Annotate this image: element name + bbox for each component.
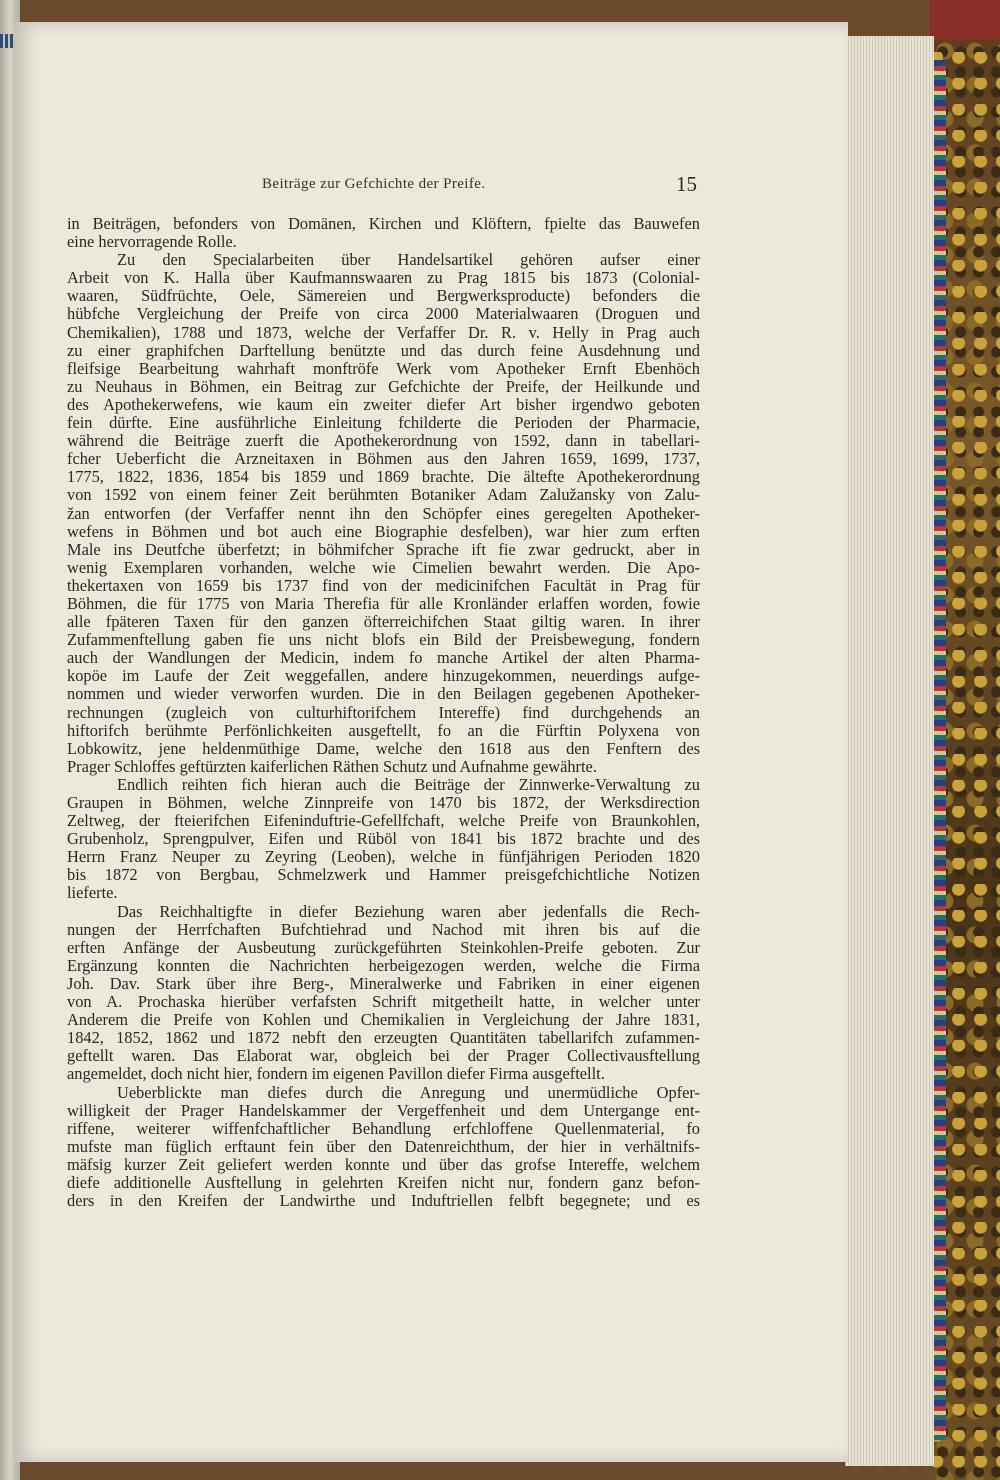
- text-line: auch der Wandlungen der Medicin, indem fo manche Artikel der alten Pharma-: [67, 649, 700, 668]
- text-line: angemeldet, doch nicht hier, fondern im eigenen Pavillon diefer Firma ausgeftellt.: [67, 1065, 605, 1084]
- text-line: Joh. Dav. Stark über ihre Berg-, Mineralwerke und Fabriken in einer eigenen: [67, 974, 700, 993]
- text-line: lieferte.: [67, 884, 118, 903]
- text-line: Endlich reihten fich hieran auch die Beiträge der Zinnwerke-Verwaltung zu: [117, 775, 700, 794]
- text-line: fleifsige Bearbeitung wahrhaft monftröfe Werk vom Apotheker Ernft Ebenhöch: [67, 359, 700, 378]
- text-line: ders in den Kreifen der Landwirthe und Induftriellen felbft begegnete; und es: [67, 1192, 700, 1211]
- text-line: kopöe im Laufe der Zeit weggefallen, andere hinzugekommen, neuerdings aufge-: [67, 667, 700, 686]
- text-line: alle fpäteren Taxen für den ganzen öfterreichifchen Staat giltig waren. In ihrer: [67, 613, 700, 632]
- text-line: 1775, 1822, 1836, 1854 bis 1859 und 1869 brachte. Die ältefte Apothekerordnung: [67, 468, 700, 487]
- text-line: nommen und wieder verworfen wurden. Die in den Beilagen gegebenen Apotheker-: [67, 685, 700, 704]
- text-line: diefe additionelle Ausftellung in gelehrten Kreifen nicht nur, fondern ganz befon-: [67, 1173, 700, 1192]
- text-line: Lobkowitz, jene heldenmüthige Dame, welche den 1618 aus den Fenftern des: [67, 739, 700, 758]
- text-line: žan entworfen (der Verfaffer nennt ihn den Schöpfer eines geregelten Apotheker-: [67, 504, 700, 523]
- text-line: thekertaxen von 1659 bis 1737 find von der medicinifchen Facultät in Prag für: [67, 576, 700, 595]
- text-line: willigkeit der Prager Handelskammer der Vergeffenheit und dem Untergange ent-: [67, 1101, 700, 1120]
- text-line: Arbeit von K. Halla über Kaufmannswaaren zu Prag 1815 bis 1873 (Colonial-: [67, 269, 700, 288]
- cover-spine: [930, 0, 1000, 40]
- text-line: nungen der Herrfchaften Bufchtiehrad und Nachod mit ihren bis auf die: [67, 920, 700, 939]
- text-line: erften Anfänge der Ausbeutung zurückgeführten Steinkohlen-Preife geboten. Zur: [67, 938, 700, 957]
- text-line: Zu den Specialarbeiten über Handelsartikel gehören aufser einer: [117, 251, 700, 270]
- text-line: Chemikalien), 1788 und 1873, welche der Verfaffer Dr. R. v. Helly in Prag auch: [67, 323, 700, 342]
- text-line: fcher Ueberficht die Arzneitaxen in Böhmen aus den Jahren 1659, 1699, 1737,: [67, 450, 700, 469]
- text-line: fein dürfte. Eine ausführliche Einleitung fchilderte die Perioden der Pharmacie,: [67, 414, 700, 433]
- text-line: 1842, 1852, 1862 und 1872 nebft den erzeugten Quantitäten tabellarifch zufammen-: [67, 1029, 700, 1048]
- text-line: des Apothekerwefens, wie kaum ein zweiter diefer Art bisher irgendwo geboten: [67, 395, 700, 414]
- text-line: Anderem die Preife von Kohlen und Chemikalien in Vergleichung der Jahre 1831,: [67, 1011, 700, 1030]
- text-line: Böhmen, die für 1775 von Maria Therefia für alle Kronländer erlaffen worden, fowie: [67, 594, 700, 613]
- text-line: hübfche Vergleichung der Preife von circa 2000 Materialwaaren (Droguen und: [67, 305, 700, 324]
- text-line: waaren, Südfrüchte, Oele, Sämereien und Bergwerksproducte) befonders die: [67, 287, 700, 306]
- text-line: Zufammenftellung gaben fie uns nicht blofs ein Bild der Preisbewegung, fondern: [67, 631, 700, 650]
- text-line: Herrn Franz Neuper zu Zeyring (Leoben), welche in fünfjährigen Perioden 1820: [67, 848, 700, 867]
- text-line: Ergänzung konnten die Nachrichten herbeigezogen werden, welche die Firma: [67, 956, 700, 975]
- text-line: Male ins Deutfche überfetzt; in böhmifcher Sprache ift fie zwar gedruckt, aber in: [67, 540, 700, 559]
- text-line: zu einer graphifchen Darftellung benützte und das durch feine Ausdehnung und: [67, 341, 700, 360]
- text-line: Grubenholz, Sprengpulver, Eifen und Rüböl von 1841 bis 1872 brachte und des: [67, 830, 700, 849]
- text-line: Zeltweg, der fteierifchen Eifeninduftrie-Gefellfchaft, welche Preife von Braunkohlen,: [67, 812, 700, 831]
- text-line: hiftorifch berühmte Perfönlichkeiten ausgeftellt, fo an die Fürftin Polyxena von: [67, 721, 700, 740]
- text-line: in Beiträgen, befonders von Domänen, Kirchen und Klöftern, fpielte das Bauwefen: [67, 215, 700, 233]
- text-line: rechnungen (zugleich von culturhiftorifchem Intereffe) find durchgehends an: [67, 703, 700, 722]
- text-line: Das Reichhaltigfte in diefer Beziehung waren aber jedenfalls die Rech-: [117, 902, 700, 921]
- page-stack: [845, 36, 934, 1466]
- body-text: [67, 215, 700, 1210]
- text-line: Prager Schloffes geftürzten kaiferlichen Räthen Schutz und Aufnahme gewährte.: [67, 757, 597, 776]
- page-number: 15: [676, 172, 697, 196]
- text-line: mäfsig kurzer Zeit geliefert werden konnte und über das grofse Intereffe, welchem: [67, 1155, 700, 1174]
- text-line: von A. Prochaska hierüber verfafsten Schrift mitgetheilt hatte, in welcher unter: [67, 993, 700, 1012]
- text-line: geftellt waren. Das Elaborat war, obgleich bei der Prager Collectivausftellung: [67, 1047, 700, 1066]
- text-line: eine hervorragende Rolle.: [67, 233, 237, 252]
- text-line: wefens in Böhmen und bot auch eine Biographie desfelben), war hier zum erften: [67, 522, 700, 541]
- text-line: zu Neuhaus in Böhmen, ein Beitrag zur Gefchichte der Preife, der Heilkunde und: [67, 377, 700, 396]
- text-line: mufste man füglich erftaunt fein über den Datenreichthum, der hier in verhältnifs-: [67, 1137, 700, 1156]
- text-line: Graupen in Böhmen, welche Zinnpreife von 1470 bis 1872, der Werksdirection: [67, 794, 700, 812]
- text-line: riffene, weiterer wiffenfchaftlicher Behandlung erfchloffene Quellenmaterial, fo: [67, 1119, 700, 1138]
- running-head: Beiträge zur Gefchichte der Preife.: [262, 176, 486, 192]
- text-line: während die Beiträge zuerft die Apothekerordnung von 1592, dann in tabellari-: [67, 432, 700, 451]
- text-line: wenig Exemplaren vorhanden, welche wie Cimelien bewahrt werden. Die Apo-: [67, 558, 700, 577]
- text-line: Ueberblickte man diefes durch die Anregung und unermüdliche Opfer-: [117, 1083, 700, 1102]
- text-line: bis 1872 von Bergbau, Schmelzwerk und Hammer preisgefchichtliche Notizen: [67, 866, 700, 885]
- text-line: von 1592 von einem feiner Zeit berühmten Botaniker Adam Zalužansky von Zalu-: [67, 486, 700, 505]
